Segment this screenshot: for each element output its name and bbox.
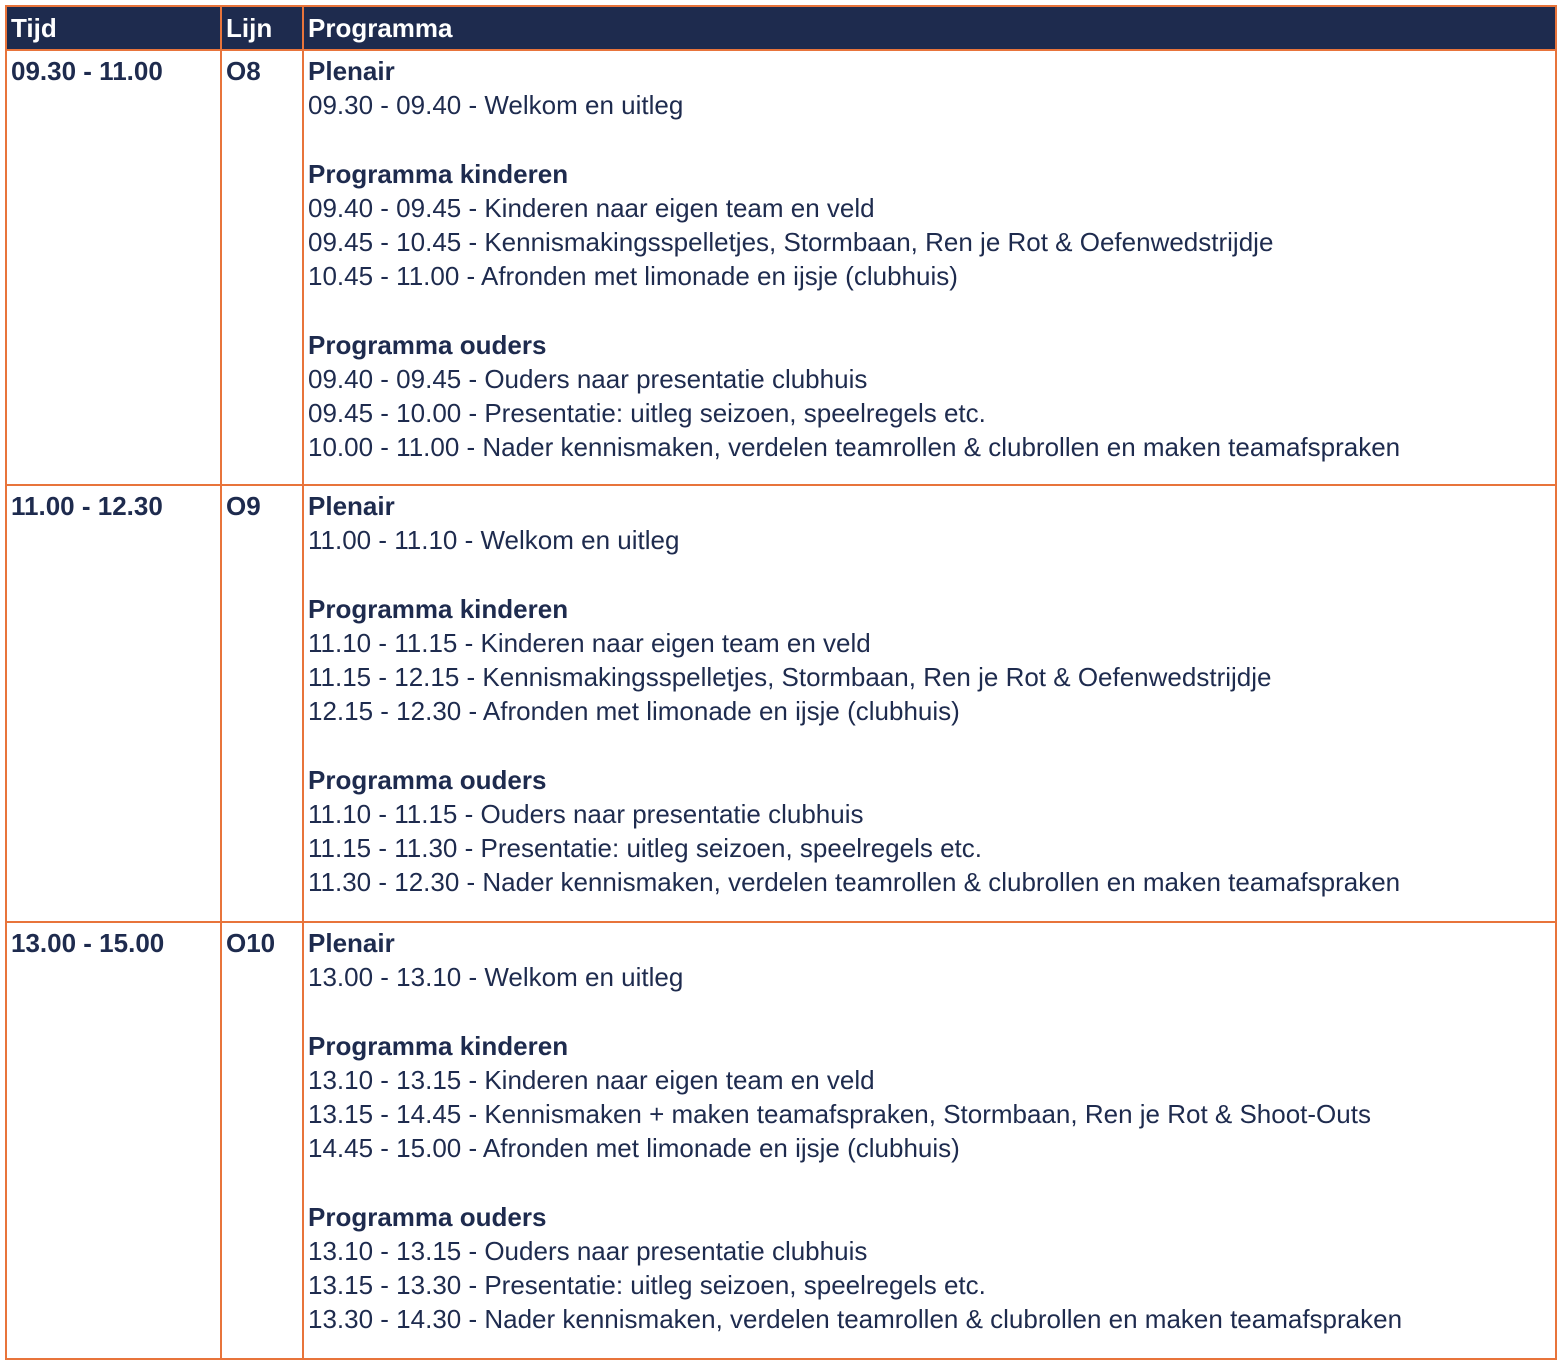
program-line: 09.30 - 09.40 - Welkom en uitleg	[308, 90, 684, 121]
program-line: 11.30 - 12.30 - Nader kennismaken, verdelen teamrollen & clubrollen en maken teamafspraken	[308, 867, 1401, 898]
section-title: Programma ouders	[308, 329, 547, 360]
section-title: Programma kinderen	[308, 158, 569, 189]
program-line: 12.15 - 12.30 - Afronden met limonade en ijsje (clubhuis)	[308, 696, 960, 727]
program-line: 13.00 - 13.10 - Welkom en uitleg	[308, 962, 684, 993]
tijd-cell: 09.30 - 11.00	[6, 50, 221, 485]
program-line: 09.45 - 10.45 - Kennismakingsspelletjes, Stormbaan, Ren je Rot & Oefenwedstrijdje	[308, 227, 1274, 257]
section-title: Programma kinderen	[308, 593, 569, 624]
section-kinderen	[308, 1029, 1555, 1166]
section-ouders	[308, 328, 1555, 465]
lijn-cell: O8	[221, 50, 303, 485]
header-lijn: Lijn	[221, 6, 303, 50]
header-tijd: Tijd	[6, 6, 221, 50]
table-row	[6, 50, 1556, 485]
section-kinderen	[308, 592, 1555, 729]
programma-cell	[303, 50, 1556, 485]
program-line: 13.10 - 13.15 - Kinderen naar eigen team en veld	[308, 1064, 875, 1095]
table-body	[6, 50, 1556, 1359]
section-ouders	[308, 763, 1555, 900]
section-plenair	[308, 926, 1555, 994]
table-row	[6, 485, 1556, 922]
section-title: Plenair	[308, 56, 395, 86]
section-plenair	[308, 489, 1555, 557]
program-line: 11.00 - 11.10 - Welkom en uitleg	[308, 525, 680, 556]
program-line: 11.15 - 12.15 - Kennismakingsspelletjes, Stormbaan, Ren je Rot & Oefenwedstrijdje	[308, 662, 1272, 692]
tijd-cell: 13.00 - 15.00	[6, 922, 221, 1359]
section-title: Programma kinderen	[308, 1030, 569, 1061]
section-title: Plenair	[308, 928, 395, 958]
program-line: 14.45 - 15.00 - Afronden met limonade en ijsje (clubhuis)	[308, 1133, 960, 1164]
programma-cell	[303, 485, 1556, 922]
section-title: Plenair	[308, 491, 395, 521]
program-line: 13.30 - 14.30 - Nader kennismaken, verdelen teamrollen & clubrollen en maken teamafspraken	[308, 1304, 1403, 1335]
section-ouders	[308, 1200, 1555, 1337]
program-line: 11.10 - 11.15 - Ouders naar presentatie clubhuis	[308, 798, 864, 829]
program-line: 11.10 - 11.15 - Kinderen naar eigen team en veld	[308, 627, 871, 658]
program-line: 11.15 - 11.30 - Presentatie: uitleg seizoen, speelregels etc.	[308, 833, 982, 863]
program-line: 09.45 - 10.00 - Presentatie: uitleg seizoen, speelregels etc.	[308, 398, 986, 428]
lijn-cell: O10	[221, 922, 303, 1359]
program-line: 10.00 - 11.00 - Nader kennismaken, verdelen teamrollen & clubrollen en maken teamafspraken	[308, 432, 1401, 463]
program-line: 13.15 - 14.45 - Kennismaken + maken teamafspraken, Stormbaan, Ren je Rot & Shoot-Outs	[308, 1099, 1371, 1129]
program-line: 10.45 - 11.00 - Afronden met limonade en ijsje (clubhuis)	[308, 261, 958, 292]
header-programma: Programma	[303, 6, 1556, 50]
section-plenair	[308, 54, 1555, 122]
schedule-table	[5, 5, 1557, 1360]
section-title: Programma ouders	[308, 764, 547, 795]
program-line: 13.10 - 13.15 - Ouders naar presentatie clubhuis	[308, 1235, 868, 1266]
program-line: 13.15 - 13.30 - Presentatie: uitleg seizoen, speelregels etc.	[308, 1270, 986, 1300]
lijn-cell: O9	[221, 485, 303, 922]
table-row	[6, 922, 1556, 1359]
section-kinderen	[308, 157, 1555, 294]
table-header	[6, 6, 1556, 50]
header-row	[6, 6, 1556, 50]
programma-cell	[303, 922, 1556, 1359]
tijd-cell: 11.00 - 12.30	[6, 485, 221, 922]
section-title: Programma ouders	[308, 1201, 547, 1232]
program-line: 09.40 - 09.45 - Ouders naar presentatie clubhuis	[308, 363, 868, 394]
program-line: 09.40 - 09.45 - Kinderen naar eigen team en veld	[308, 192, 875, 223]
